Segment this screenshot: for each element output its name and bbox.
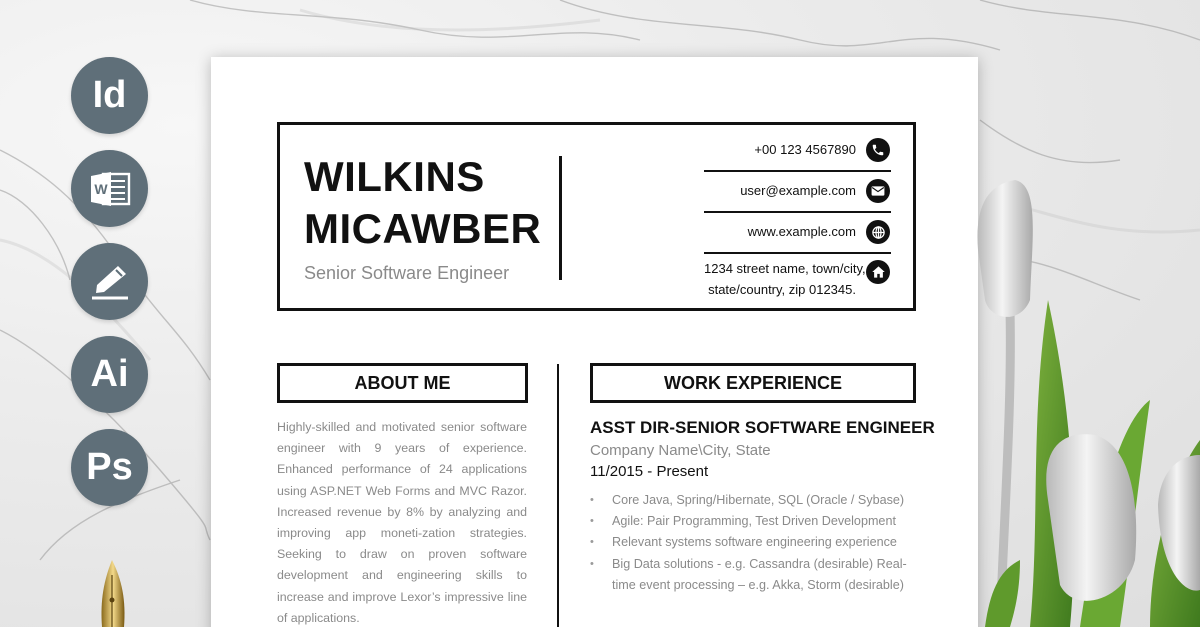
resume-page [211,57,978,627]
contact-phone [704,139,890,160]
photoshop-label: Ps [86,446,133,488]
contact-separator [704,252,891,254]
photoshop-icon [71,429,148,506]
last-name: MICAWBER [304,205,542,252]
indesign-label: Id [92,74,127,116]
experience-heading-text: WORK EXPERIENCE [663,372,843,393]
contact-address [704,258,890,300]
word-glyph [89,170,131,208]
indesign-icon [71,57,148,134]
employment-dates: 11/2015 - Present [590,463,709,480]
pen-glyph [88,262,132,302]
list-item: • Core Java, Spring/Hibernate, SQL (Oracle / Sybase) [590,490,920,511]
header-divider [559,156,562,280]
website-text: www.example.com [747,224,856,239]
contact-separator [704,170,891,172]
list-item: • Relevant systems software engineering experience [590,532,920,553]
svg-text:W: W [93,180,108,197]
duties-list [590,490,920,596]
address-line-2: state/country, zip 012345. [708,282,856,297]
globe-icon [866,220,890,244]
list-item: • Agile: Pair Programming, Test Driven Development [590,511,920,532]
company-location: Company Name\City, State [590,442,771,459]
column-divider [557,364,559,627]
home-icon [866,260,890,284]
pen-icon [71,243,148,320]
illustrator-label: Ai [90,353,129,395]
job-title: Senior Software Engineer [304,263,510,283]
contact-separator [704,211,891,213]
phone-text: +00 123 4567890 [754,142,856,157]
experience-heading [590,363,916,403]
contact-email [704,180,890,201]
resume-header [277,122,916,311]
phone-icon [866,138,890,162]
illustrator-icon [71,336,148,413]
envelope-icon [866,179,890,203]
address-line-1: 1234 street name, town/city, [704,261,866,276]
about-heading [277,363,528,403]
about-text: Highly-skilled and motivated senior software engineer with 9 years of experience. Enhanced performance of 24 applications using ASP.NET Web Forms and MVC Razor. Increased revenue by 8% by analyzing and improving app moneti-zation strategies. Seeking to draw on proven software development and engineering skills to increase and improve Lexor’s impressive line of applications. [277,420,527,625]
list-item: • Big Data solutions - e.g. Cassandra (desirable) Real-time event processing – e.g. Akka, Storm (desirable) [590,554,920,596]
email-text: user@example.com [740,183,856,198]
word-icon [71,150,148,227]
about-heading-text: ABOUT ME [354,372,451,393]
first-name: WILKINS [304,153,485,200]
contact-website [704,221,890,242]
role-title: ASST DIR-SENIOR SOFTWARE ENGINEER [590,418,935,437]
